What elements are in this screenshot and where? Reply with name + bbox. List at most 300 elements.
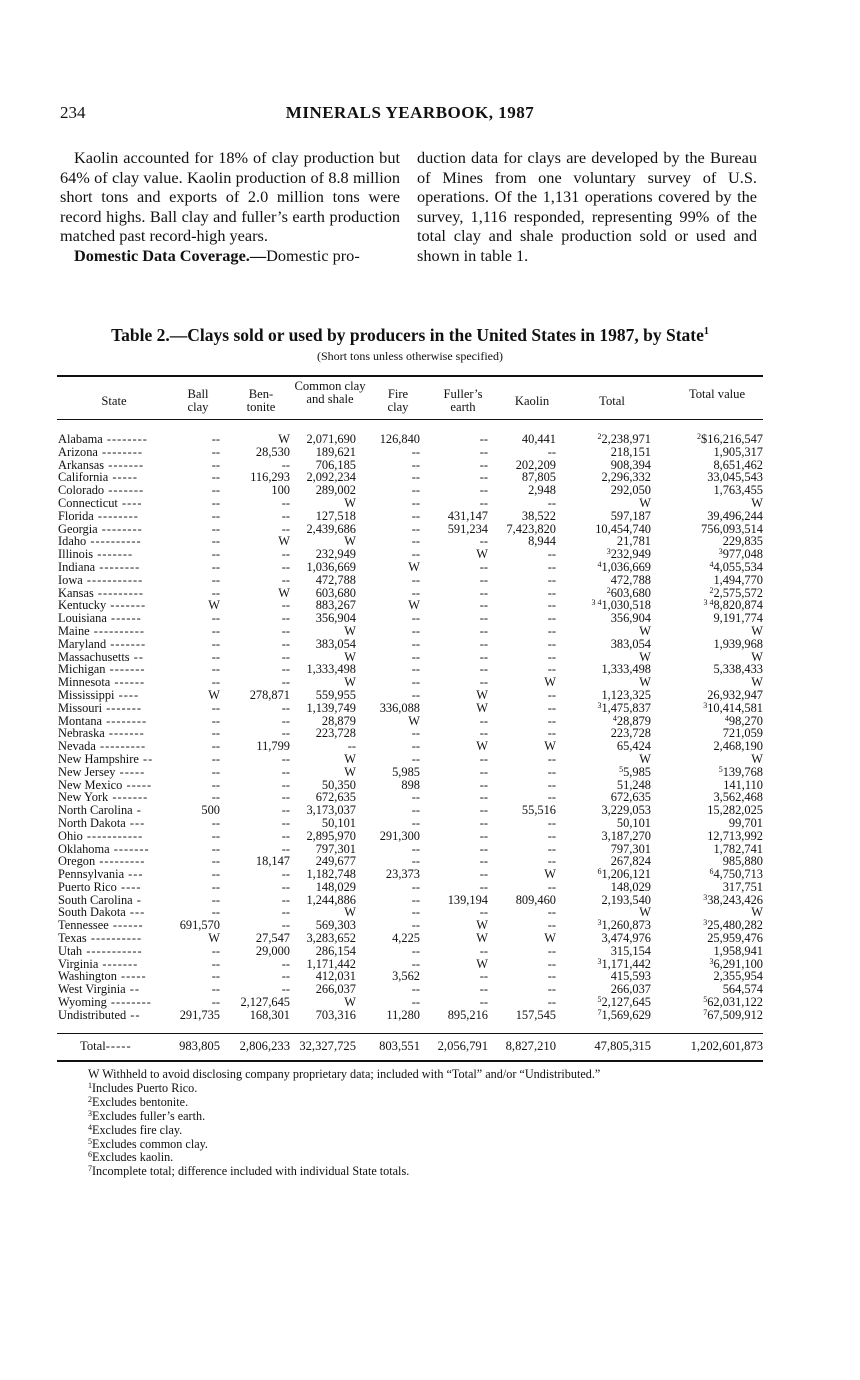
- kaolin-cell: --: [547, 969, 556, 984]
- total-value-cell: 39,496,244: [707, 508, 763, 523]
- ball-clay-cell: --: [211, 995, 220, 1010]
- kaolin-cell: --: [547, 841, 556, 856]
- state-name: Oregon ---------: [58, 854, 146, 869]
- fullers-earth-cell: --: [479, 828, 488, 843]
- kaolin-cell: --: [547, 495, 556, 510]
- common-clay-cell: 232,949: [315, 547, 356, 562]
- state-name: Wyoming --------: [58, 995, 152, 1010]
- footnote-mark: 6: [709, 867, 714, 877]
- bentonite-cell: --: [281, 649, 290, 664]
- footnote-number: 6: [88, 1150, 92, 1160]
- state-name: Minnesota ------: [58, 675, 146, 690]
- total-value-cell: 721,059: [722, 726, 763, 741]
- state-name: Puerto Rico ----: [58, 879, 142, 894]
- fire-clay-cell: --: [411, 521, 420, 536]
- common-clay-cell: W: [344, 675, 356, 690]
- total-value-cell: 26,932,947: [707, 687, 763, 702]
- fire-clay-cell: --: [411, 739, 420, 754]
- fullers-earth-cell: --: [479, 534, 488, 549]
- ball-clay-cell: --: [211, 623, 220, 638]
- state-name: Alabama --------: [58, 432, 148, 446]
- state-name: Nevada ---------: [58, 739, 147, 754]
- kaolin-cell: 809,460: [515, 892, 556, 907]
- total-cell: 415,593: [610, 969, 651, 984]
- common-clay-cell: 249,677: [315, 854, 356, 869]
- bentonite-cell: --: [281, 713, 290, 728]
- fire-clay-cell: 23,373: [385, 867, 420, 882]
- fire-clay-cell: 11,280: [386, 1007, 420, 1022]
- left-column: [60, 148, 400, 266]
- bentonite-cell: --: [281, 598, 290, 613]
- bentonite-cell: --: [281, 495, 290, 510]
- total-cell: 2,193,540: [601, 892, 651, 907]
- total-value-cell: $^5$139,768: [718, 764, 763, 779]
- ball-clay-cell: --: [211, 508, 220, 523]
- total-value: 1,202,601,873: [690, 1039, 763, 1053]
- bentonite-cell: --: [281, 726, 290, 741]
- common-clay-cell: W: [344, 751, 356, 766]
- total-cell: W: [639, 623, 651, 638]
- fullers-earth-cell: --: [479, 764, 488, 779]
- bentonite-cell: --: [281, 457, 290, 472]
- col-header-total-value: Total value: [688, 387, 746, 401]
- bentonite-cell: 116,293: [250, 470, 290, 485]
- state-name: North Dakota ---: [58, 815, 146, 830]
- kaolin-cell: --: [547, 649, 556, 664]
- footnote: $^1$Includes Puerto Rico.: [88, 1080, 198, 1095]
- kaolin-cell: --: [547, 790, 556, 805]
- common-clay-cell: W: [344, 649, 356, 664]
- total-value-cell: $^3$25,480,282: [703, 918, 763, 933]
- common-clay-cell: 2,895,970: [306, 828, 356, 843]
- table-total-row: [0, 1038, 860, 1054]
- total-value-cell: 141,110: [723, 777, 763, 792]
- fullers-earth-cell: --: [479, 854, 488, 869]
- state-name: Maryland -------: [58, 636, 147, 651]
- common-clay-cell: 603,680: [315, 585, 356, 600]
- footnote-mark: 3: [709, 956, 714, 966]
- ball-clay-cell: --: [211, 636, 220, 651]
- fullers-earth-cell: 895,216: [447, 1007, 488, 1022]
- state-name: New Mexico -----: [58, 777, 153, 792]
- common-clay-cell: 286,154: [315, 943, 356, 958]
- total-cell: 148,029: [610, 879, 651, 894]
- fullers-earth-cell: --: [479, 649, 488, 664]
- total-value-cell: 2,355,954: [713, 969, 763, 984]
- total-value-cell: $^7$67,509,912: [703, 1007, 763, 1022]
- state-name: Maine ----------: [58, 623, 146, 638]
- state-name: South Dakota ---: [58, 905, 146, 920]
- page-number: 234: [60, 103, 86, 122]
- bentonite-cell: --: [281, 559, 290, 574]
- footnote-number: 2: [88, 1094, 92, 1104]
- common-clay-cell: 1,139,749: [306, 700, 356, 715]
- fullers-earth-cell: --: [479, 815, 488, 830]
- kaolin-cell: --: [547, 956, 556, 971]
- kaolin-cell: 2,948: [528, 483, 556, 498]
- common-clay-cell: 223,728: [315, 726, 356, 741]
- state-name: New Jersey -----: [58, 764, 146, 779]
- footnote: $^2$Excludes bentonite.: [88, 1094, 189, 1109]
- common-clay-cell: 2,439,686: [306, 521, 356, 536]
- fullers-earth-cell: --: [479, 585, 488, 600]
- state-name: Pennsylvania ---: [58, 867, 144, 882]
- total-cell: 472,788: [610, 572, 651, 587]
- total-cell: 223,728: [610, 726, 651, 741]
- state-name: Utah -----------: [58, 943, 143, 958]
- fullers-earth-cell: --: [479, 675, 488, 690]
- fullers-earth-cell: --: [479, 470, 488, 485]
- ball-clay-cell: --: [211, 457, 220, 472]
- total-ball-clay: 983,805: [179, 1039, 220, 1053]
- total-cell: 218,151: [610, 444, 651, 459]
- footnote: $^5$Excludes common clay.: [88, 1136, 208, 1151]
- kaolin-cell: --: [547, 547, 556, 562]
- common-clay-cell: 1,036,669: [306, 559, 356, 574]
- fire-clay-cell: --: [411, 943, 420, 958]
- total-common-clay: 32,327,725: [299, 1039, 356, 1053]
- kaolin-cell: W: [544, 931, 556, 946]
- common-clay-cell: 706,185: [315, 457, 356, 472]
- total-value-cell: $^3$977,048: [718, 547, 763, 562]
- fire-clay-cell: --: [411, 751, 420, 766]
- fullers-earth-cell: --: [479, 751, 488, 766]
- fullers-earth-cell: W: [476, 547, 488, 562]
- total-cell: W: [639, 751, 651, 766]
- total-value-cell: W: [751, 495, 763, 510]
- footnote-mark: 3: [597, 956, 602, 966]
- kaolin-cell: --: [547, 713, 556, 728]
- state-name: Connecticut ----: [58, 495, 143, 510]
- common-clay-cell: 3,173,037: [306, 803, 356, 818]
- bentonite-cell: --: [281, 892, 290, 907]
- kaolin-cell: --: [547, 444, 556, 459]
- bentonite-cell: 168,301: [249, 1007, 290, 1022]
- common-clay-cell: 50,101: [321, 815, 356, 830]
- fullers-earth-cell: --: [479, 636, 488, 651]
- col-header-total: Total: [599, 394, 625, 408]
- ball-clay-cell: --: [211, 432, 220, 446]
- total-cell: 10,454,740: [595, 521, 651, 536]
- state-name: Colorado -------: [58, 483, 145, 498]
- bentonite-cell: --: [281, 918, 290, 933]
- fire-clay-cell: --: [411, 623, 420, 638]
- total-cell: $^3$232,949: [606, 547, 651, 562]
- fire-clay-cell: W: [408, 559, 420, 574]
- table-title: [60, 325, 760, 346]
- common-clay-cell: 472,788: [315, 572, 356, 587]
- total-cell: 797,301: [610, 841, 651, 856]
- bentonite-cell: --: [281, 879, 290, 894]
- ball-clay-cell: --: [211, 777, 220, 792]
- total-fullers-earth: 2,056,791: [437, 1039, 488, 1053]
- fire-clay-cell: --: [411, 803, 420, 818]
- common-clay-cell: W: [344, 764, 356, 779]
- total-total: 47,805,315: [594, 1039, 651, 1053]
- state-name: Illinois -------: [58, 547, 134, 562]
- common-clay-cell: 672,635: [315, 790, 356, 805]
- ball-clay-cell: --: [211, 662, 220, 677]
- kaolin-cell: --: [547, 764, 556, 779]
- fullers-earth-cell: --: [479, 457, 488, 472]
- kaolin-cell: --: [547, 905, 556, 920]
- bentonite-cell: --: [281, 611, 290, 626]
- fullers-earth-cell: --: [479, 483, 488, 498]
- state-name: Washington -----: [58, 969, 147, 984]
- common-clay-cell: 703,316: [315, 1007, 356, 1022]
- footnote: $^6$Excludes kaolin.: [88, 1150, 174, 1165]
- kaolin-cell: --: [547, 751, 556, 766]
- kaolin-cell: --: [547, 854, 556, 869]
- ball-clay-cell: --: [211, 790, 220, 805]
- total-value-cell: W: [751, 649, 763, 664]
- table-header-rule: [57, 419, 763, 420]
- table-title-footnote-mark: 1: [703, 326, 709, 338]
- state-name: Iowa -----------: [58, 572, 144, 587]
- bentonite-cell: --: [281, 790, 290, 805]
- ball-clay-cell: --: [211, 572, 220, 587]
- table-bottom-rule: [57, 1060, 763, 1062]
- bentonite-cell: --: [281, 623, 290, 638]
- ball-clay-cell: W: [208, 687, 220, 702]
- total-cell: 2,296,332: [601, 470, 651, 485]
- kaolin-cell: --: [547, 687, 556, 702]
- fire-clay-cell: --: [411, 790, 420, 805]
- fullers-earth-cell: 591,234: [447, 521, 488, 536]
- fire-clay-cell: --: [411, 611, 420, 626]
- bentonite-cell: W: [278, 585, 290, 600]
- kaolin-cell: --: [547, 611, 556, 626]
- ball-clay-cell: --: [211, 815, 220, 830]
- kaolin-cell: --: [547, 572, 556, 587]
- total-cell: W: [639, 495, 651, 510]
- total-value-cell: W: [751, 623, 763, 638]
- total-value-cell: 12,713,992: [707, 828, 763, 843]
- state-name: Kentucky -------: [58, 598, 147, 613]
- fullers-earth-cell: --: [479, 867, 488, 882]
- ball-clay-cell: --: [211, 700, 220, 715]
- kaolin-cell: 55,516: [521, 803, 556, 818]
- ball-clay-cell: --: [211, 854, 220, 869]
- state-name: Tennessee ------: [58, 918, 144, 933]
- fullers-earth-cell: --: [479, 803, 488, 818]
- kaolin-cell: 40,441: [521, 432, 556, 446]
- total-value-cell: 33,045,543: [707, 470, 763, 485]
- ball-clay-cell: 291,735: [179, 1007, 220, 1022]
- fire-clay-cell: 291,300: [379, 828, 420, 843]
- common-clay-cell: 1,333,498: [306, 662, 356, 677]
- state-name: Undistributed --: [58, 1007, 141, 1022]
- footnote-mark: 3: [718, 547, 723, 557]
- total-cell: 21,781: [616, 534, 651, 549]
- total-cell: $^3$1,260,873: [597, 918, 651, 933]
- fullers-earth-cell: --: [479, 777, 488, 792]
- runin-heading: Domestic Data Coverage.—: [74, 245, 267, 265]
- total-value-cell: 1,939,968: [713, 636, 763, 651]
- bentonite-cell: --: [281, 764, 290, 779]
- ball-clay-cell: --: [211, 726, 220, 741]
- total-cell: 292,050: [610, 483, 651, 498]
- total-value-cell: 15,282,025: [707, 803, 763, 818]
- footnote-mark: 3: [597, 918, 602, 928]
- total-value-cell: $^3$38,243,426: [703, 892, 763, 907]
- kaolin-cell: --: [547, 995, 556, 1010]
- total-cell: 50,101: [616, 815, 651, 830]
- fullers-earth-cell: 139,194: [447, 892, 488, 907]
- kaolin-cell: 157,545: [515, 1007, 556, 1022]
- fire-clay-cell: --: [411, 470, 420, 485]
- fullers-earth-cell: W: [476, 700, 488, 715]
- running-title: MINERALS YEARBOOK, 1987: [285, 103, 535, 122]
- fire-clay-cell: --: [411, 815, 420, 830]
- table-body: [0, 433, 860, 1022]
- total-value-cell: $^5$62,031,122: [703, 995, 763, 1010]
- total-cell: 908,394: [610, 457, 651, 472]
- footnote-mark: 5: [597, 995, 602, 1005]
- footnote: $^3$Excludes fuller’s earth.: [88, 1108, 206, 1123]
- common-clay-cell: 412,031: [315, 969, 356, 984]
- total-value-cell: $^4$4,055,534: [709, 559, 763, 574]
- fire-clay-cell: --: [411, 905, 420, 920]
- state-name: South Carolina -: [58, 892, 142, 907]
- total-cell: $^7$1,569,629: [597, 1007, 651, 1022]
- footnote-mark: 5: [718, 764, 723, 774]
- common-clay-cell: 189,621: [315, 444, 356, 459]
- footnote-number: 4: [88, 1122, 92, 1132]
- total-value-cell: 1,905,317: [713, 444, 763, 459]
- common-clay-cell: W: [344, 995, 356, 1010]
- ball-clay-cell: --: [211, 611, 220, 626]
- total-value-cell: $^2$2,575,572: [709, 585, 763, 600]
- fire-clay-cell: --: [411, 483, 420, 498]
- kaolin-cell: --: [547, 828, 556, 843]
- kaolin-cell: --: [547, 943, 556, 958]
- bentonite-cell: 29,000: [255, 943, 290, 958]
- col-header-common-clay: Common clay and shale: [294, 379, 366, 406]
- fire-clay-cell: --: [411, 636, 420, 651]
- total-fire-clay: 803,551: [379, 1039, 420, 1053]
- total-value-cell: 1,782,741: [713, 841, 763, 856]
- fire-clay-cell: W: [408, 598, 420, 613]
- common-clay-cell: 356,904: [315, 611, 356, 626]
- footnote-mark: 7: [597, 1007, 602, 1017]
- kaolin-cell: 38,522: [521, 508, 556, 523]
- state-name: Kansas ---------: [58, 585, 145, 600]
- total-value-cell: $^{3 4}$8,820,874: [703, 598, 763, 613]
- kaolin-cell: 7,423,820: [506, 521, 556, 536]
- footnote-mark: 2: [697, 432, 702, 441]
- fullers-earth-cell: --: [479, 969, 488, 984]
- total-cell: $^3$1,171,442: [597, 956, 651, 971]
- kaolin-cell: --: [547, 918, 556, 933]
- kaolin-cell: --: [547, 623, 556, 638]
- footnote-mark: 6: [597, 867, 602, 877]
- fullers-earth-cell: --: [479, 598, 488, 613]
- table-subtitle: (Short tons unless otherwise specified): [317, 349, 503, 363]
- kaolin-cell: W: [544, 867, 556, 882]
- state-name: New York -------: [58, 790, 149, 805]
- footnote-number: 3: [88, 1108, 92, 1118]
- kaolin-cell: --: [547, 636, 556, 651]
- total-value-cell: 1,763,455: [713, 483, 763, 498]
- total-cell: 1,333,498: [601, 662, 651, 677]
- fire-clay-cell: --: [411, 918, 420, 933]
- kaolin-cell: --: [547, 982, 556, 997]
- fire-clay-cell: 126,840: [379, 432, 420, 446]
- fullers-earth-cell: W: [476, 931, 488, 946]
- bentonite-cell: --: [281, 636, 290, 651]
- state-name: Mississippi ----: [58, 687, 140, 702]
- footnote-mark: 2: [597, 432, 602, 441]
- table-title-text: Table 2.—Clays sold or used by producers in the United States in 1987, by State: [111, 325, 704, 345]
- bentonite-cell: --: [281, 867, 290, 882]
- bentonite-cell: --: [281, 828, 290, 843]
- bentonite-cell: --: [281, 905, 290, 920]
- fire-clay-cell: --: [411, 687, 420, 702]
- ball-clay-cell: --: [211, 444, 220, 459]
- col-header-kaolin: Kaolin: [514, 394, 550, 408]
- bentonite-cell: --: [281, 521, 290, 536]
- bentonite-cell: --: [281, 662, 290, 677]
- total-cell: W: [639, 905, 651, 920]
- fullers-earth-cell: W: [476, 687, 488, 702]
- total-cell: 3,229,053: [601, 803, 651, 818]
- fire-clay-cell: --: [411, 662, 420, 677]
- fire-clay-cell: --: [411, 585, 420, 600]
- bentonite-cell: --: [281, 547, 290, 562]
- fire-clay-cell: 898: [401, 777, 420, 792]
- state-name: Oklahoma -------: [58, 841, 150, 856]
- bentonite-cell: --: [281, 956, 290, 971]
- bentonite-cell: 278,871: [249, 687, 290, 702]
- fire-clay-cell: --: [411, 547, 420, 562]
- fullers-earth-cell: --: [479, 611, 488, 626]
- total-cell: 383,054: [610, 636, 651, 651]
- total-value-cell: 756,093,514: [701, 521, 763, 536]
- footnote-mark: 5: [703, 995, 708, 1005]
- total-cell: 356,904: [610, 611, 651, 626]
- ball-clay-cell: --: [211, 943, 220, 958]
- total-value-cell: 5,338,433: [713, 662, 763, 677]
- total-cell: 267,824: [610, 854, 651, 869]
- footnote: W Withheld to avoid disclosing company proprietary data; included with “Total” and/or “Undistributed.”: [88, 1067, 601, 1081]
- common-clay-cell: 559,955: [315, 687, 356, 702]
- total-value-cell: $^3$6,291,100: [709, 956, 763, 971]
- state-name: Idaho ----------: [58, 534, 142, 549]
- ball-clay-cell: --: [211, 879, 220, 894]
- common-clay-cell: W: [344, 495, 356, 510]
- state-name: Arkansas -------: [58, 457, 145, 472]
- bentonite-cell: --: [281, 751, 290, 766]
- fullers-earth-cell: --: [479, 943, 488, 958]
- footnote-mark: 3 4: [703, 598, 714, 608]
- total-cell: 315,154: [610, 943, 651, 958]
- bentonite-cell: --: [281, 815, 290, 830]
- total-cell: $^2$2,238,971: [597, 432, 651, 446]
- kaolin-cell: --: [547, 700, 556, 715]
- total-cell: 51,248: [616, 777, 651, 792]
- total-value-cell: 229,835: [722, 534, 763, 549]
- total-value-cell: 8,651,462: [713, 457, 763, 472]
- total-value-cell: 2,468,190: [713, 739, 763, 754]
- footnote-mark: 4: [724, 713, 729, 723]
- total-cell: $^5$2,127,645: [597, 995, 651, 1010]
- state-name: West Virginia --: [58, 982, 141, 997]
- total-cell: $^4$28,879: [612, 713, 651, 728]
- state-name: Arizona --------: [58, 444, 144, 459]
- total-cell: 65,424: [616, 739, 651, 754]
- footnote-mark: 3: [597, 700, 602, 710]
